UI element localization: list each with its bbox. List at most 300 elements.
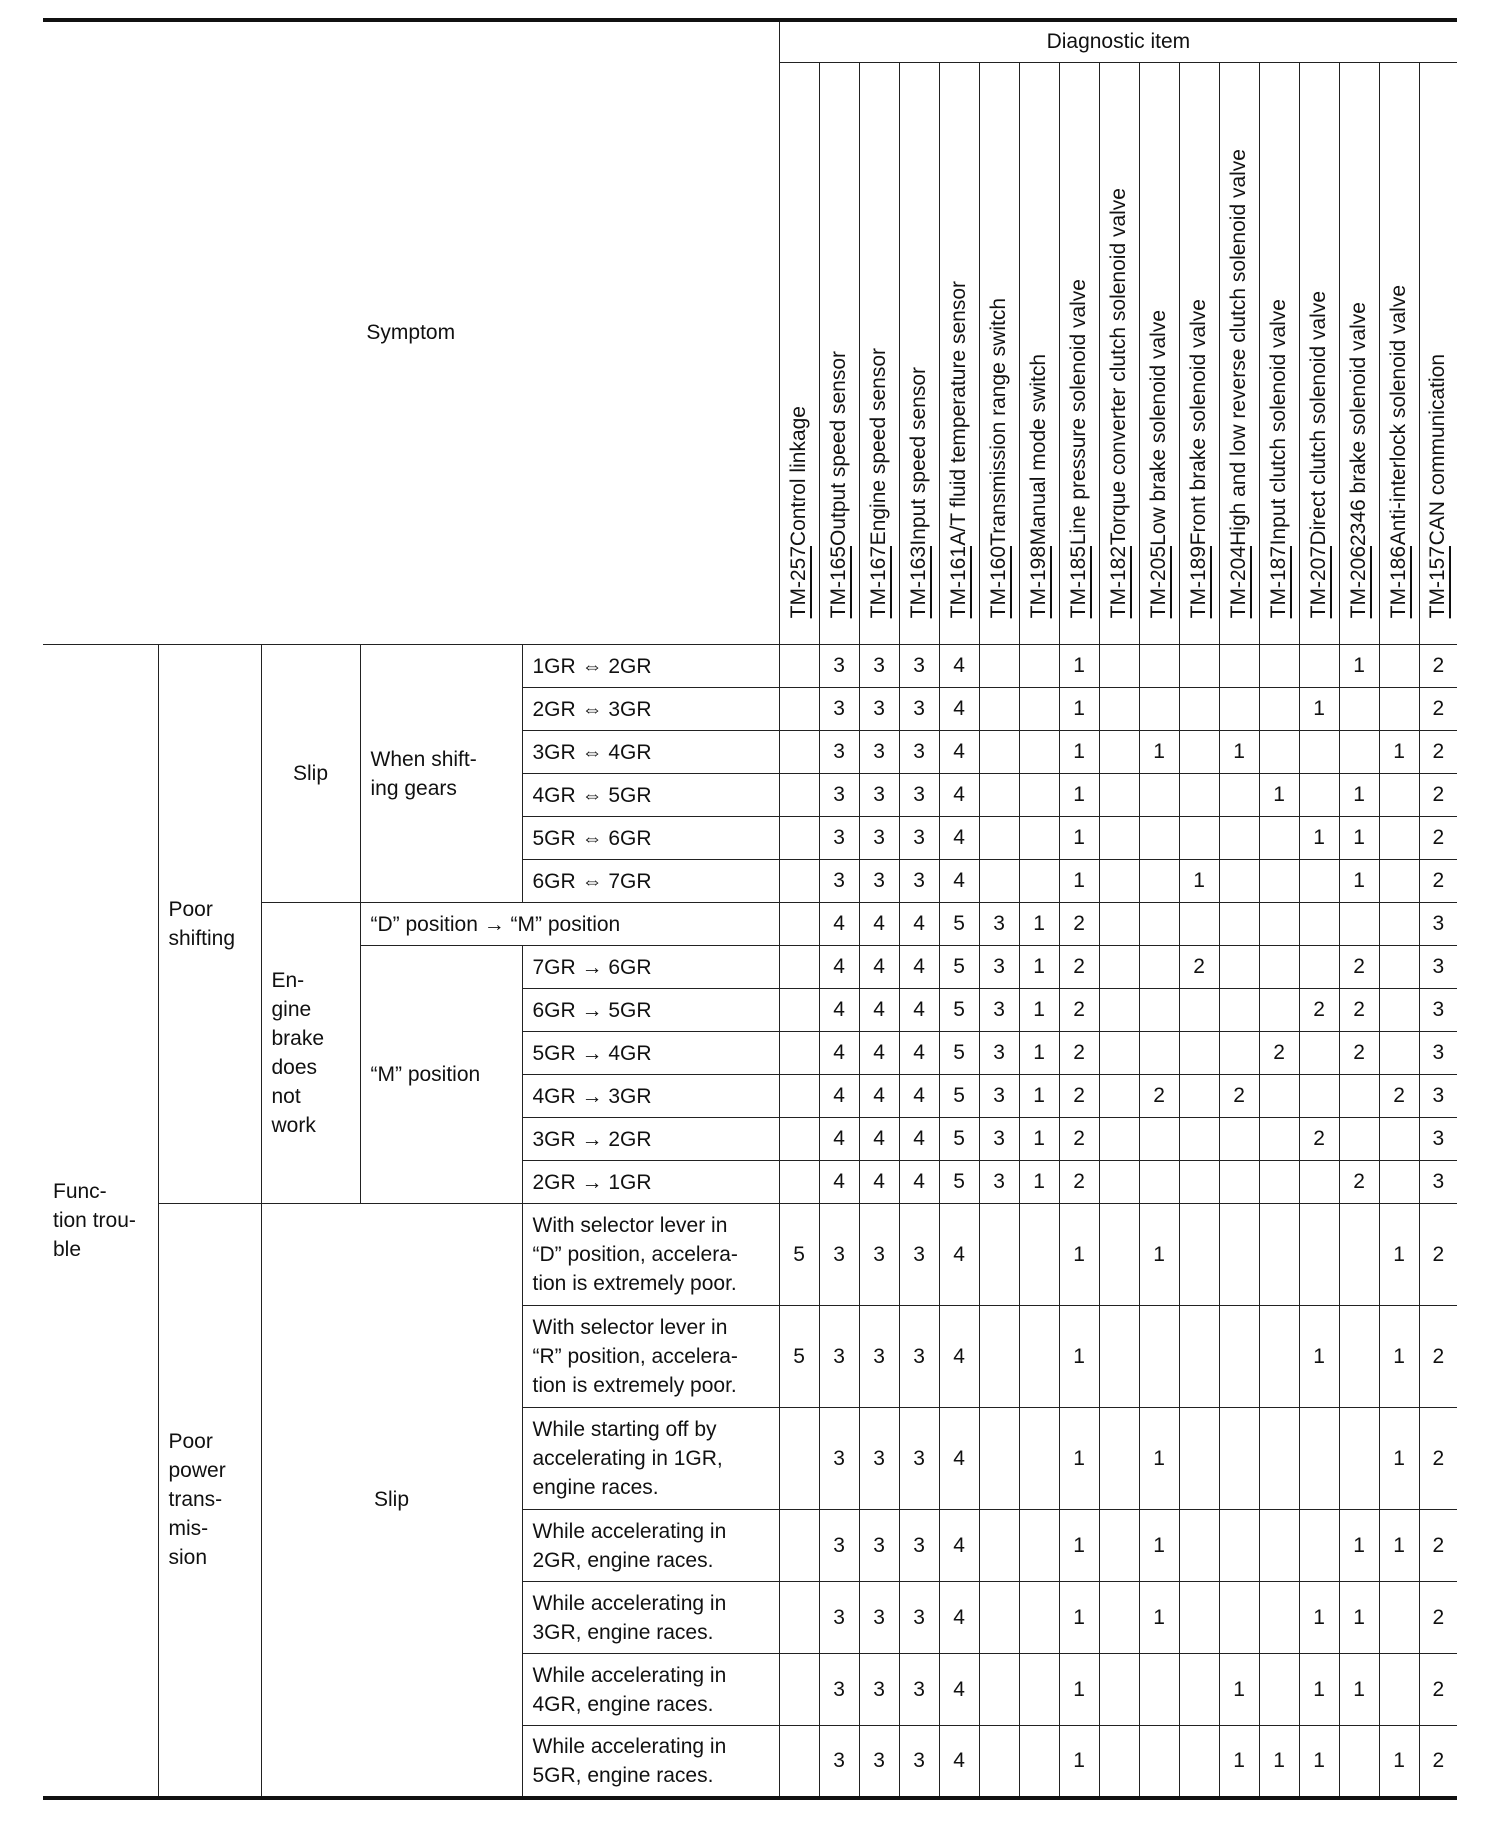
priority-cell: 2 — [1059, 1161, 1099, 1204]
priority-cell: 4 — [939, 645, 979, 688]
group-slip: Slip — [261, 645, 360, 903]
priority-cell — [979, 1510, 1019, 1582]
priority-cell: 1 — [1339, 1582, 1379, 1654]
priority-cell: 1 — [1379, 1408, 1419, 1510]
column-label-stack — [1260, 299, 1298, 632]
column-ref-link[interactable]: TM-182 — [1107, 545, 1131, 618]
priority-cell: 1 — [1019, 989, 1059, 1032]
priority-cell — [1259, 1306, 1299, 1408]
column-name: High and low reverse clutch solenoid valve — [1227, 148, 1251, 546]
priority-cell: 3 — [859, 1204, 899, 1306]
column-name: 2346 brake solenoid valve — [1347, 301, 1371, 546]
priority-cell — [1379, 860, 1419, 903]
priority-cell: 5 — [779, 1204, 819, 1306]
priority-cell — [1019, 817, 1059, 860]
column-name: Torque converter clutch solenoid valve — [1107, 188, 1131, 546]
priority-cell: 4 — [859, 1118, 899, 1161]
priority-cell — [1219, 1032, 1259, 1075]
group-m-position: “M” position — [360, 946, 522, 1204]
priority-cell — [1259, 1582, 1299, 1654]
priority-cell: 3 — [899, 817, 939, 860]
priority-cell: 3 — [979, 1032, 1019, 1075]
priority-cell — [1099, 1161, 1139, 1204]
column-label-stack — [1020, 354, 1058, 632]
priority-cell: 2 — [1339, 1032, 1379, 1075]
priority-cell — [1259, 1510, 1299, 1582]
column-header — [1379, 63, 1419, 645]
priority-cell — [1259, 903, 1299, 946]
row-condition-label: 3GR → 2GR — [522, 1118, 779, 1161]
priority-cell — [1219, 1408, 1259, 1510]
priority-cell — [1019, 1654, 1059, 1726]
priority-cell — [1379, 1582, 1419, 1654]
priority-cell: 1 — [1219, 731, 1259, 774]
priority-cell: 4 — [899, 1118, 939, 1161]
priority-cell: 3 — [1419, 1161, 1457, 1204]
priority-cell: 1 — [1219, 1654, 1259, 1726]
priority-cell: 1 — [1139, 731, 1179, 774]
row-condition-label: While accelerating in 2GR, engine races. — [522, 1510, 779, 1582]
priority-cell: 3 — [819, 1408, 859, 1510]
priority-cell — [1019, 1510, 1059, 1582]
group-poor-shifting: Poor shifting — [158, 645, 261, 1204]
priority-cell: 2 — [1419, 1726, 1457, 1798]
column-ref-link[interactable]: TM-157 — [1426, 545, 1450, 618]
column-ref-link[interactable]: TM-167 — [867, 545, 891, 618]
priority-cell: 3 — [899, 1510, 939, 1582]
priority-cell — [779, 989, 819, 1032]
column-label-stack — [780, 406, 818, 632]
priority-cell: 2 — [1419, 731, 1457, 774]
table-row — [43, 1204, 1457, 1306]
priority-cell: 3 — [859, 1306, 899, 1408]
priority-cell: 2 — [1379, 1075, 1419, 1118]
priority-cell: 3 — [819, 1654, 859, 1726]
column-ref-link[interactable]: TM-198 — [1027, 545, 1051, 618]
row-condition-label: “D” position → “M” position — [360, 903, 779, 946]
column-ref-link[interactable]: TM-186 — [1387, 545, 1411, 618]
priority-cell: 1 — [1339, 645, 1379, 688]
priority-cell — [1299, 774, 1339, 817]
priority-cell: 1 — [1379, 1204, 1419, 1306]
column-header-stack — [860, 63, 899, 644]
row-condition-label: While accelerating in 5GR, engine races. — [522, 1726, 779, 1798]
priority-cell: 1 — [1059, 1510, 1099, 1582]
priority-cell — [779, 860, 819, 903]
diagnostic-table-wrapper — [43, 18, 1457, 1800]
priority-cell: 3 — [819, 1582, 859, 1654]
priority-cell: 4 — [939, 1510, 979, 1582]
priority-cell — [1259, 1204, 1299, 1306]
priority-cell: 5 — [939, 1075, 979, 1118]
column-ref-link[interactable]: TM-187 — [1267, 545, 1291, 618]
priority-cell: 1 — [1139, 1204, 1179, 1306]
priority-cell: 4 — [939, 817, 979, 860]
priority-cell — [1099, 1408, 1139, 1510]
priority-cell: 2 — [1259, 1032, 1299, 1075]
priority-cell: 1 — [1059, 645, 1099, 688]
priority-cell — [1019, 645, 1059, 688]
column-ref-link[interactable]: TM-204 — [1227, 545, 1251, 618]
diagnostic-item-header — [779, 20, 1457, 63]
priority-cell: 4 — [939, 688, 979, 731]
column-ref-link[interactable]: TM-257 — [787, 545, 811, 618]
priority-cell — [1379, 688, 1419, 731]
priority-cell: 1 — [1059, 1306, 1099, 1408]
priority-cell: 2 — [1139, 1075, 1179, 1118]
priority-cell — [1379, 1161, 1419, 1204]
priority-cell: 5 — [939, 903, 979, 946]
row-condition-label: 6GR ⇔ 7GR — [522, 860, 779, 903]
priority-cell: 2 — [1059, 1032, 1099, 1075]
column-label-stack — [1060, 279, 1098, 632]
row-condition-label: While starting off by accelerating in 1GR, engine races. — [522, 1408, 779, 1510]
column-header-stack — [1340, 63, 1379, 644]
column-ref-link[interactable]: TM-206 — [1347, 545, 1371, 618]
column-header-stack — [1260, 63, 1299, 644]
row-condition-label: 4GR → 3GR — [522, 1075, 779, 1118]
column-ref-link[interactable]: TM-165 — [827, 545, 851, 618]
column-ref-link[interactable]: TM-161 — [947, 545, 971, 618]
priority-cell: 3 — [859, 774, 899, 817]
priority-cell — [1299, 731, 1339, 774]
priority-cell: 2 — [1339, 989, 1379, 1032]
priority-cell — [779, 1582, 819, 1654]
priority-cell: 4 — [819, 1118, 859, 1161]
column-header — [939, 63, 979, 645]
priority-cell: 3 — [899, 1408, 939, 1510]
priority-cell — [1259, 1161, 1299, 1204]
priority-cell: 2 — [1419, 1582, 1457, 1654]
column-header — [1259, 63, 1299, 645]
priority-cell: 2 — [1059, 989, 1099, 1032]
row-condition-label: 5GR ⇔ 6GR — [522, 817, 779, 860]
column-header — [1059, 63, 1099, 645]
priority-cell: 1 — [1059, 1582, 1099, 1654]
group-engine-brake: En- gine brake does not work — [261, 903, 360, 1204]
priority-cell: 3 — [859, 1582, 899, 1654]
priority-cell — [1339, 1075, 1379, 1118]
column-name: CAN communication — [1426, 354, 1450, 546]
column-label-stack — [860, 348, 898, 632]
priority-cell — [1139, 1118, 1179, 1161]
priority-cell: 3 — [819, 1726, 859, 1798]
group-when-shifting: When shift- ing gears — [360, 645, 522, 903]
column-ref-link[interactable]: TM-205 — [1147, 545, 1171, 618]
priority-cell: 1 — [1019, 1118, 1059, 1161]
priority-cell — [979, 817, 1019, 860]
priority-cell — [1219, 1582, 1259, 1654]
priority-cell — [1299, 1161, 1339, 1204]
priority-cell: 1 — [1259, 774, 1299, 817]
priority-cell: 2 — [1419, 1408, 1457, 1510]
priority-cell — [1299, 860, 1339, 903]
column-header — [1339, 63, 1379, 645]
column-name: Anti-interlock solenoid valve — [1387, 285, 1411, 546]
row-condition-label: With selector lever in “D” position, accelera- tion is extremely poor. — [522, 1204, 779, 1306]
priority-cell — [1299, 946, 1339, 989]
priority-cell — [1259, 645, 1299, 688]
priority-cell — [1259, 731, 1299, 774]
row-condition-label: 2GR → 1GR — [522, 1161, 779, 1204]
priority-cell — [779, 817, 819, 860]
priority-cell — [1339, 731, 1379, 774]
priority-cell: 4 — [899, 946, 939, 989]
priority-cell — [1379, 1654, 1419, 1726]
priority-cell — [1259, 1654, 1299, 1726]
group-slip-power: Slip — [261, 1204, 522, 1798]
priority-cell: 1 — [1059, 731, 1099, 774]
column-label-stack — [980, 298, 1018, 632]
priority-cell — [979, 1582, 1019, 1654]
column-header — [899, 63, 939, 645]
priority-cell: 1 — [1139, 1582, 1179, 1654]
column-header-stack — [1220, 63, 1259, 644]
priority-cell — [1219, 903, 1259, 946]
priority-cell: 4 — [939, 1408, 979, 1510]
priority-cell: 3 — [1419, 989, 1457, 1032]
priority-cell: 1 — [1379, 1306, 1419, 1408]
row-condition-label: 1GR ⇔ 2GR — [522, 645, 779, 688]
priority-cell: 4 — [899, 1032, 939, 1075]
priority-cell: 3 — [859, 688, 899, 731]
priority-cell — [1139, 1306, 1179, 1408]
priority-cell — [1379, 1032, 1419, 1075]
priority-cell: 3 — [859, 731, 899, 774]
priority-cell — [1339, 688, 1379, 731]
row-condition-label: With selector lever in “R” position, accelera- tion is extremely poor. — [522, 1306, 779, 1408]
priority-cell: 3 — [899, 645, 939, 688]
priority-cell: 1 — [1219, 1726, 1259, 1798]
priority-cell: 1 — [1019, 1032, 1059, 1075]
priority-cell: 1 — [1059, 688, 1099, 731]
priority-cell — [779, 1408, 819, 1510]
priority-cell: 2 — [1339, 946, 1379, 989]
priority-cell — [1339, 1118, 1379, 1161]
priority-cell — [1219, 989, 1259, 1032]
priority-cell — [779, 1118, 819, 1161]
column-name: Input speed sensor — [907, 367, 931, 546]
priority-cell — [1299, 1032, 1339, 1075]
priority-cell: 1 — [1139, 1510, 1179, 1582]
priority-cell: 3 — [899, 731, 939, 774]
priority-cell: 1 — [1059, 860, 1099, 903]
priority-cell — [1179, 1408, 1219, 1510]
column-name: Low brake solenoid valve — [1147, 309, 1171, 546]
priority-cell: 4 — [819, 1032, 859, 1075]
priority-cell: 4 — [899, 989, 939, 1032]
priority-cell — [1379, 1118, 1419, 1161]
priority-cell: 3 — [859, 1408, 899, 1510]
priority-cell: 1 — [1299, 688, 1339, 731]
priority-cell — [979, 860, 1019, 903]
priority-cell — [779, 645, 819, 688]
column-label-stack — [900, 367, 938, 632]
column-ref-link[interactable]: TM-185 — [1067, 545, 1091, 618]
priority-cell: 1 — [1299, 1306, 1339, 1408]
priority-cell — [1019, 731, 1059, 774]
priority-cell: 1 — [1339, 817, 1379, 860]
column-name: Input clutch solenoid valve — [1267, 299, 1291, 546]
priority-cell: 3 — [819, 731, 859, 774]
priority-cell — [1339, 1306, 1379, 1408]
row-condition-label: 6GR → 5GR — [522, 989, 779, 1032]
column-label-stack — [1140, 310, 1178, 632]
priority-cell: 3 — [859, 1726, 899, 1798]
priority-cell: 2 — [1299, 989, 1339, 1032]
priority-cell: 4 — [819, 1161, 859, 1204]
priority-cell: 2 — [1419, 1510, 1457, 1582]
priority-cell — [1179, 1161, 1219, 1204]
column-label-stack — [1340, 302, 1378, 632]
priority-cell — [1139, 1161, 1179, 1204]
priority-cell: 4 — [819, 903, 859, 946]
priority-cell: 1 — [1059, 1726, 1099, 1798]
priority-cell — [1099, 860, 1139, 903]
priority-cell: 4 — [899, 903, 939, 946]
priority-cell: 4 — [819, 946, 859, 989]
column-header-stack — [1420, 63, 1458, 644]
priority-cell: 3 — [859, 1510, 899, 1582]
priority-cell: 1 — [1339, 860, 1379, 903]
diagnostic-table — [43, 18, 1457, 1800]
priority-cell — [1019, 1582, 1059, 1654]
row-condition-label: 7GR → 6GR — [522, 946, 779, 989]
column-header-stack — [1100, 63, 1139, 644]
priority-cell — [1179, 1582, 1219, 1654]
priority-cell — [1099, 1032, 1139, 1075]
priority-cell — [1219, 1161, 1259, 1204]
priority-cell: 1 — [1019, 903, 1059, 946]
column-header-stack — [940, 63, 979, 644]
priority-cell: 4 — [859, 946, 899, 989]
column-label-stack — [940, 281, 978, 632]
priority-cell — [1299, 1510, 1339, 1582]
priority-cell — [1259, 817, 1299, 860]
group-function-trouble: Func- tion trou- ble — [43, 645, 158, 1798]
priority-cell — [779, 1032, 819, 1075]
priority-cell — [779, 946, 819, 989]
priority-cell — [1179, 1118, 1219, 1161]
priority-cell: 3 — [899, 1726, 939, 1798]
priority-cell — [1099, 946, 1139, 989]
priority-cell: 2 — [1419, 817, 1457, 860]
priority-cell — [1219, 1118, 1259, 1161]
priority-cell: 1 — [1299, 817, 1339, 860]
priority-cell: 4 — [939, 1204, 979, 1306]
priority-cell — [1219, 774, 1259, 817]
priority-cell: 3 — [899, 1654, 939, 1726]
priority-cell — [1179, 989, 1219, 1032]
column-ref-link[interactable]: TM-160 — [987, 545, 1011, 618]
priority-cell — [1179, 1032, 1219, 1075]
priority-cell: 2 — [1419, 1204, 1457, 1306]
priority-cell: 2 — [1059, 1118, 1099, 1161]
priority-cell — [1099, 1726, 1139, 1798]
column-ref-link[interactable]: TM-163 — [907, 545, 931, 618]
priority-cell: 1 — [1059, 817, 1099, 860]
priority-cell — [1099, 817, 1139, 860]
column-header — [979, 63, 1019, 645]
column-header-stack — [780, 63, 819, 644]
priority-cell — [1259, 1408, 1299, 1510]
column-header — [1419, 63, 1457, 645]
priority-cell — [779, 903, 819, 946]
priority-cell: 3 — [979, 946, 1019, 989]
column-name: Output speed sensor — [827, 350, 851, 546]
priority-cell — [1139, 1726, 1179, 1798]
priority-cell — [1099, 688, 1139, 731]
column-header-stack — [820, 63, 859, 644]
priority-cell — [1219, 946, 1259, 989]
priority-cell: 4 — [859, 903, 899, 946]
column-header — [1019, 63, 1059, 645]
priority-cell — [1179, 903, 1219, 946]
priority-cell — [1139, 1654, 1179, 1726]
priority-cell: 4 — [899, 1161, 939, 1204]
priority-cell — [1379, 989, 1419, 1032]
column-ref-link[interactable]: TM-189 — [1187, 545, 1211, 618]
column-header — [819, 63, 859, 645]
priority-cell — [1339, 903, 1379, 946]
priority-cell — [1139, 688, 1179, 731]
priority-cell: 1 — [1019, 946, 1059, 989]
priority-cell — [779, 1654, 819, 1726]
priority-cell: 3 — [899, 1204, 939, 1306]
priority-cell: 2 — [1219, 1075, 1259, 1118]
priority-cell: 3 — [819, 774, 859, 817]
priority-cell: 1 — [1259, 1726, 1299, 1798]
priority-cell — [1179, 731, 1219, 774]
priority-cell — [1099, 1654, 1139, 1726]
priority-cell: 3 — [979, 1161, 1019, 1204]
priority-cell — [779, 774, 819, 817]
priority-cell: 3 — [899, 688, 939, 731]
symptom-header-label: Symptom — [366, 321, 456, 344]
priority-cell — [1099, 1582, 1139, 1654]
priority-cell — [1299, 1075, 1339, 1118]
priority-cell — [1179, 645, 1219, 688]
column-header-stack — [900, 63, 939, 644]
priority-cell — [979, 1408, 1019, 1510]
column-name: Direct clutch solenoid valve — [1307, 291, 1331, 546]
priority-cell: 2 — [1419, 1306, 1457, 1408]
priority-cell: 2 — [1419, 860, 1457, 903]
priority-cell — [1259, 1118, 1299, 1161]
priority-cell: 1 — [1059, 1408, 1099, 1510]
priority-cell — [1099, 1075, 1139, 1118]
priority-cell — [1139, 817, 1179, 860]
priority-cell — [1379, 817, 1419, 860]
priority-cell — [1219, 817, 1259, 860]
priority-cell: 1 — [1139, 1408, 1179, 1510]
priority-cell: 4 — [819, 1075, 859, 1118]
priority-cell — [779, 1510, 819, 1582]
priority-cell: 1 — [1059, 1654, 1099, 1726]
priority-cell — [1259, 1075, 1299, 1118]
priority-cell — [1379, 645, 1419, 688]
column-ref-link[interactable]: TM-207 — [1307, 545, 1331, 618]
priority-cell: 4 — [939, 1726, 979, 1798]
priority-cell — [1179, 1510, 1219, 1582]
priority-cell — [1259, 946, 1299, 989]
priority-cell: 2 — [1419, 645, 1457, 688]
priority-cell — [1379, 946, 1419, 989]
priority-cell: 3 — [819, 1510, 859, 1582]
priority-cell — [1139, 903, 1179, 946]
priority-cell: 5 — [939, 1161, 979, 1204]
priority-cell: 1 — [1379, 1726, 1419, 1798]
